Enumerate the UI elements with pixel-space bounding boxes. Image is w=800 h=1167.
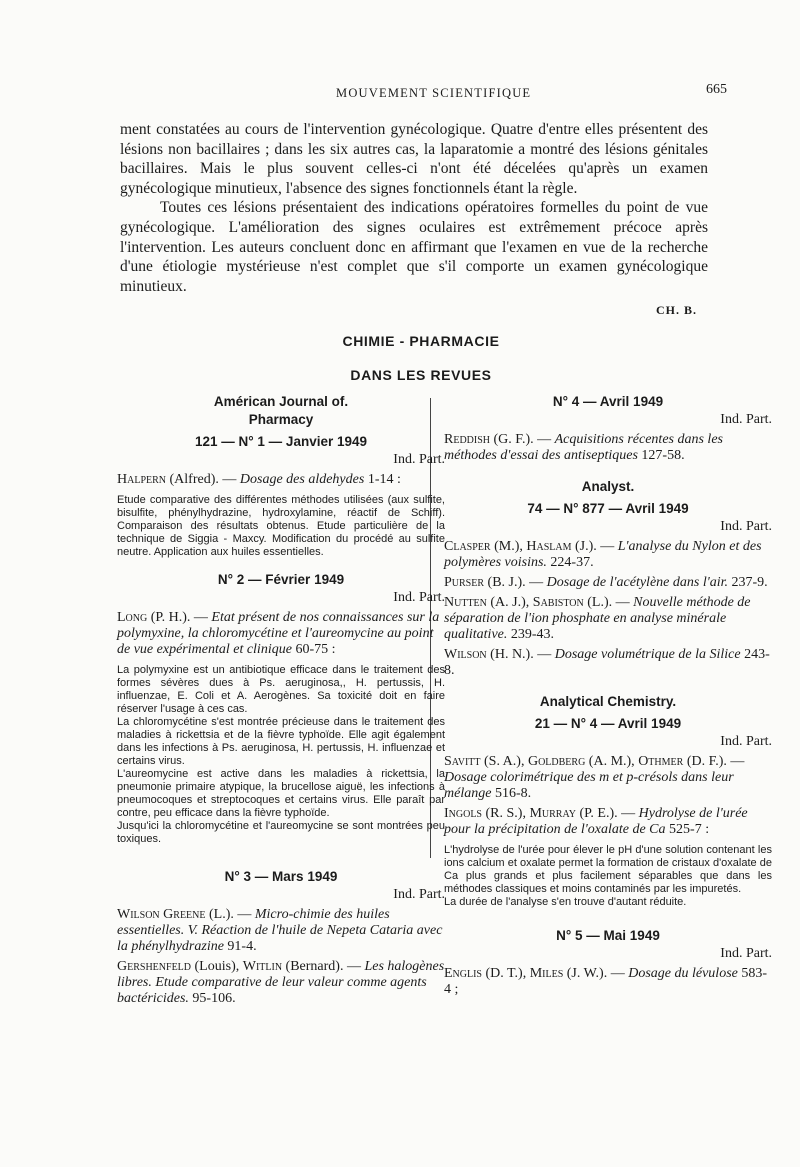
- entry-title: Dosage du lévulose: [628, 966, 738, 981]
- entry-title: Dosage des aldehydes: [239, 472, 365, 487]
- entry-title: Dosage de l'acétylène dans l'air.: [546, 575, 728, 590]
- intro-paragraph-1: ment constatées au cours de l'intervention gynécologique. Quatre d'entre elles présentent des lésions non bacillaires ; dans les six autres cas, la laparatomie a montré des lésions génitales bacillaires. Mais le plus souvent celles-ci n'ont été décelées qu'après un examen gynécologique minutieux, l'absence des signes fonctionnels étant la règle.: [120, 121, 708, 197]
- entry-author: Miles: [529, 966, 564, 981]
- entry-title: Dosage volumétrique de la Silice: [554, 647, 741, 662]
- entry-pages: 127-58.: [641, 448, 685, 463]
- entry-author: Witlin: [242, 959, 283, 974]
- entry-title: Nouvelle méthode de séparation de l'ion phosphate en analyse minérale qualitative.: [444, 595, 751, 642]
- entry-author: Long: [117, 610, 148, 625]
- ind-part-label: Ind. Part.: [393, 590, 445, 605]
- entry-author: Wilson: [444, 647, 487, 662]
- running-head: MOUVEMENT SCIENTIFIQUE: [336, 86, 532, 100]
- entry-author: Clasper: [444, 539, 491, 554]
- issue-heading: N° 5 — Mai 1949: [556, 928, 660, 943]
- entry-title: Les halogènes libres. Etude comparative de leur valeur comme agents bactéricides.: [117, 959, 445, 1006]
- abstract-paragraph: L'aureomycine est active dans les maladies à rickettsia, la pneumonie primaire atypique, la brucellose aiguë, les infections à pneumocoques et streptocoques et certains virus. Elle paraît par contre, peu efficace dans la fièvre typhoïde.: [117, 768, 445, 819]
- section-subtitle: DANS LES REVUES: [350, 367, 492, 383]
- journal-title-line2: Pharmacy: [248, 412, 314, 427]
- page-number: 665: [706, 82, 727, 97]
- bibliography-entry: [444, 754, 772, 802]
- issue-heading: 121 — N° 1 — Janvier 1949: [195, 434, 367, 449]
- entry-author: Halpern: [117, 472, 167, 487]
- entry-author-detail: (A. J.),: [490, 595, 530, 610]
- entry-author: Goldberg: [527, 754, 586, 769]
- entry-abstract: [117, 664, 445, 846]
- bibliography-entry: [444, 575, 772, 591]
- journal-title: Analytical Chemistry.: [539, 694, 677, 709]
- abstract-paragraph: La polymyxine est un antibiotique efficace dans le traitement des formes sévères dues à Ps. aeruginosa,, H. pertussis, H. influenzae, E. Coli et A. Aerogènes. Sa toxicité doit en faire réserver l'usage à ces cas.: [117, 664, 445, 715]
- entry-pages: 224-37.: [550, 555, 594, 570]
- ind-part-label: Ind. Part.: [393, 887, 445, 902]
- bibliography-entry: [117, 610, 445, 658]
- bibliography-entry: [444, 432, 772, 464]
- abstract-paragraph: Jusqu'ici la chloromycétine et l'aureomycine se sont montrées peu toxiques.: [117, 820, 445, 845]
- ind-part-label: Ind. Part.: [720, 734, 772, 749]
- entry-author-detail: (B. J.). —: [487, 575, 544, 590]
- bibliography-entry: [117, 959, 445, 1007]
- bibliography-entry: [117, 907, 445, 955]
- signature: CH. B.: [656, 303, 698, 317]
- ind-part-label: Ind. Part.: [720, 519, 772, 534]
- intro-text: [120, 120, 708, 296]
- bibliography-entry: [117, 472, 445, 488]
- abstract-paragraph: Etude comparative des différentes méthodes utilisées (aux sulfite, bisulfite, phénylhydrazine, hydroxylamine, réactif de Schiff). Comparaison des résultats obtenus. Etude particulière de la technique de Siggia - Maxcy. Modification du procédé au sulfite neutre. Application aux huiles essentielles.: [117, 494, 445, 558]
- entry-abstract: [117, 494, 445, 559]
- entry-author: Sabiston: [532, 595, 584, 610]
- entry-author-detail: (L.). —: [208, 907, 252, 922]
- issue-heading: N° 3 — Mars 1949: [224, 869, 338, 884]
- issue-heading: 74 — N° 877 — Avril 1949: [527, 501, 689, 516]
- entry-author: Gershenfeld: [117, 959, 192, 974]
- entry-pages: 95-106.: [192, 991, 236, 1006]
- entry-author-detail: (D. F.). —: [686, 754, 745, 769]
- entry-author: Purser: [444, 575, 485, 590]
- entry-author: Haslam: [526, 539, 572, 554]
- entry-author: Englis: [444, 966, 482, 981]
- bibliography-entry: [444, 647, 772, 679]
- entry-abstract: [444, 844, 772, 909]
- issue-heading: 21 — N° 4 — Avril 1949: [534, 716, 682, 731]
- entry-pages: 516-8.: [494, 786, 532, 801]
- entry-author: Reddish: [444, 432, 491, 447]
- ind-part-label: Ind. Part.: [720, 946, 772, 961]
- abstract-paragraph: La durée de l'analyse s'en trouve d'autant réduite.: [444, 896, 687, 908]
- entry-title: Etat présent de nos connaissances sur la polymyxine, la chloromycétine et l'aureomycine au point de vue expérimental et clinique: [117, 610, 440, 657]
- entry-author-detail: (J.). —: [574, 539, 615, 554]
- entry-author-detail: (Alfred). —: [169, 472, 237, 487]
- entry-author: Nutten: [444, 595, 487, 610]
- entry-pages: 583-4 ;: [444, 966, 768, 997]
- journal-title: Américan Journal of.: [213, 394, 349, 409]
- entry-author-detail: (R. S.),: [485, 806, 526, 821]
- entry-author-detail: (Bernard). —: [285, 959, 361, 974]
- entry-author-detail: (L.). —: [587, 595, 630, 610]
- abstract-paragraph: L'hydrolyse de l'urée pour élever le pH d'une solution contenant les ions calcium et oxalate permet la formation de cristaux d'oxalate de Ca plus grands et plus facilement séparables que dans les méthodes classiques et moins contaminés par les impuretés.: [444, 844, 772, 895]
- bibliography-entry: [444, 595, 772, 643]
- bibliography-entry: [444, 539, 772, 571]
- entry-pages: 243-8.: [444, 647, 770, 678]
- ind-part-label: Ind. Part.: [393, 452, 445, 467]
- entry-author-detail: (J. W.). —: [566, 966, 625, 981]
- entry-author-detail: (D. T.),: [485, 966, 527, 981]
- issue-heading: N° 2 — Février 1949: [217, 572, 345, 587]
- entry-author-detail: (G. F.). —: [493, 432, 552, 447]
- entry-pages: 237-9.: [731, 575, 768, 590]
- entry-title: Hydrolyse de l'urée pour la précipitation de l'oxalate de Ca: [444, 806, 748, 837]
- entry-author: Othmer: [638, 754, 684, 769]
- issue-heading: N° 4 — Avril 1949: [552, 394, 664, 409]
- entry-title: Dosage colorimétrique des m et p-crésols dans leur mélange: [444, 770, 734, 801]
- bibliography-entry: [444, 806, 772, 838]
- intro-paragraph-2: Toutes ces lésions présentaient des indications opératoires formelles du point de vue gynécologique. L'amélioration des signes oculaires est extrêmement précoce après l'intervention. Les auteurs concluent donc en affirmant que l'examen en vue de la recherche d'une étiologie mystérieuse n'est complet que s'il comporte un examen gynécologique minutieux.: [120, 199, 708, 295]
- section-title: CHIMIE - PHARMACIE: [342, 333, 500, 349]
- entry-pages: 525-7 :: [669, 822, 710, 837]
- ind-part-label: Ind. Part.: [720, 412, 772, 427]
- entry-author-detail: (A. M.),: [588, 754, 635, 769]
- entry-author-detail: (Louis),: [194, 959, 240, 974]
- journal-title: Analyst.: [581, 479, 635, 494]
- entry-author: Ingols: [444, 806, 482, 821]
- entry-author-detail: (S. A.),: [484, 754, 525, 769]
- left-column: [117, 393, 445, 1007]
- entry-author-detail: (M.),: [494, 539, 523, 554]
- abstract-paragraph: La chloromycétine s'est montrée précieuse dans le traitement des maladies à rickettsia et de la fièvre typhoïde. Elle agit également dans les infections à Ps. aeruginosa, H. pertussis, H. influenzae et certains virus.: [117, 716, 445, 767]
- entry-title: Micro-chimie des huiles essentielles. V. Réaction de l'huile de Nepeta Cataria avec la phénylhydrazine: [117, 907, 443, 954]
- entry-pages: 60-75 :: [295, 642, 336, 657]
- entry-title: Acquisitions récentes dans les méthodes d'essai des antiseptiques: [444, 432, 723, 463]
- entry-pages: 1-14 :: [367, 472, 401, 487]
- entry-author-detail: (H. N.). —: [490, 647, 552, 662]
- entry-title: L'analyse du Nylon et des polymères voisins.: [444, 539, 762, 570]
- entry-author: Murray: [529, 806, 576, 821]
- entry-author-detail: (P. E.). —: [579, 806, 636, 821]
- right-column: [444, 393, 772, 998]
- entry-author-detail: (P. H.). —: [150, 610, 208, 625]
- entry-pages: 239-43.: [510, 627, 555, 642]
- bibliography-entry: [444, 966, 772, 998]
- entry-pages: 91-4.: [227, 939, 257, 954]
- entry-author: Savitt: [444, 754, 481, 769]
- entry-author: Wilson Greene: [117, 907, 206, 922]
